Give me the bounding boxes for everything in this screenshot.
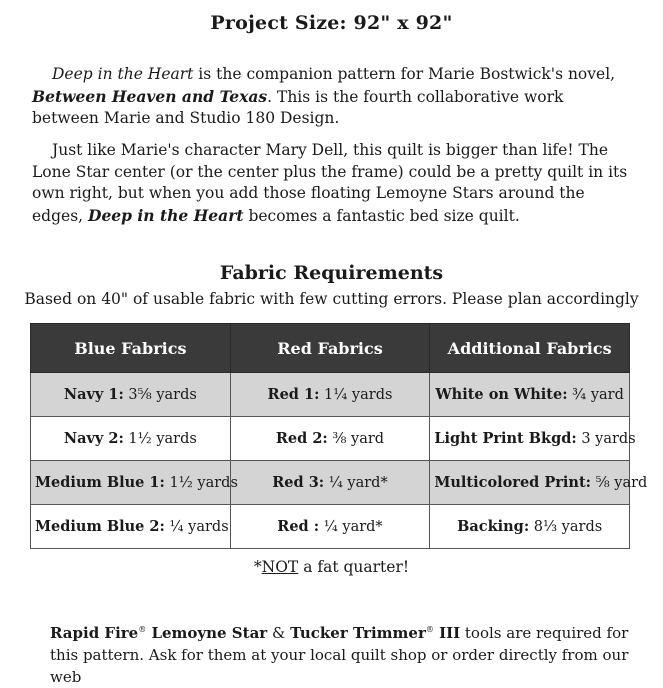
intro-paragraph-1: [32, 64, 632, 130]
cell-label: Red 2:: [275, 430, 328, 447]
intro-text: becomes a fantastic bed size quilt.: [243, 206, 520, 225]
table-header-row: [31, 324, 630, 373]
fabric-requirements-table: [30, 323, 648, 549]
intro-text: . This is the fourth collaborative work between Marie and Studio 180 Design.: [32, 87, 564, 127]
project-size-heading: Project Size: 92" x 92": [210, 12, 453, 34]
table-row: [31, 461, 630, 505]
cell-value: ¼ yard*: [319, 519, 383, 535]
novel-title: Between Heaven and Texas: [32, 86, 268, 106]
cell-value: 8⅓ yards: [529, 519, 603, 535]
cell-label: Light Print Bkgd:: [434, 430, 577, 447]
table-cell: [430, 461, 648, 505]
cell-value: ¼ yards: [164, 519, 229, 535]
cell-value: 1¼ yards: [319, 387, 393, 403]
cell-value: 3 yards: [576, 431, 636, 447]
intro-text: Just like Marie's character Mary Dell, this quilt is bigger than life! The Lone Star center (or the center plus the frame) could be a pretty quilt in its own right, but when you add those floating Lemoyne Stars around the edges,: [32, 141, 628, 225]
cell-label: Red :: [277, 518, 320, 535]
cell-value: ⅝ yard: [591, 475, 648, 491]
table-cell: [430, 505, 630, 549]
tool-name-tucker-trimmer: Tucker Trimmer: [290, 624, 426, 642]
cell-label: Navy 2:: [63, 430, 124, 447]
pattern-title: Deep in the Heart: [52, 65, 194, 83]
cell-label: Medium Blue 2:: [35, 518, 165, 535]
table-cell: [430, 373, 630, 417]
registered-mark: ®: [425, 625, 434, 634]
note-text: a fat quarter!: [298, 558, 410, 576]
cell-value: ⅜ yard: [327, 431, 385, 447]
intro-text: is the companion pattern for Marie Bostwick's novel,: [193, 65, 616, 83]
tools-required-paragraph: [50, 619, 630, 688]
table-cell: [230, 373, 430, 417]
registered-mark: ®: [138, 625, 147, 634]
header-additional-fabrics: Additional Fabrics: [430, 324, 630, 373]
table-cell: [31, 373, 231, 417]
cell-value: ¾ yard: [567, 387, 624, 403]
fabric-requirements-subtitle: Based on 40" of usable fabric with few cutting errors. Please plan accordingly: [24, 290, 639, 308]
tools-text: tools are required for this pattern. Ask for them at your local quilt shop or order directly from our web: [50, 624, 629, 686]
table-cell: [31, 417, 231, 461]
cell-value: 1½ yards: [123, 431, 197, 447]
table-cell: [230, 417, 430, 461]
cell-label: Red 1:: [267, 386, 320, 403]
note-not: NOT: [261, 558, 299, 576]
tool-name-version: III: [433, 624, 461, 642]
cell-label: Red 3:: [272, 474, 325, 491]
ampersand: &: [267, 624, 291, 642]
table-cell: [230, 461, 430, 505]
cell-label: Multicolored Print:: [434, 474, 591, 491]
cell-value: 1½ yards: [164, 475, 238, 491]
header-blue-fabrics: Blue Fabrics: [31, 324, 231, 373]
fat-quarter-note: [0, 558, 663, 576]
table-cell: [230, 505, 430, 549]
table-row: [31, 505, 630, 549]
cell-label: Backing:: [457, 518, 530, 535]
tool-name-lemoyne-star: Lemoyne Star: [146, 624, 268, 642]
table-row: [31, 373, 630, 417]
header-red-fabrics: Red Fabrics: [230, 324, 430, 373]
tool-name-rapid-fire: Rapid Fire: [50, 624, 139, 642]
intro-paragraph-2: [32, 140, 632, 227]
cell-label: Medium Blue 1:: [35, 474, 165, 491]
table-cell: [430, 417, 636, 461]
cell-label: Navy 1:: [63, 386, 124, 403]
table-cell: [31, 461, 238, 505]
table-cell: [31, 505, 231, 549]
cell-value: 3⅝ yards: [123, 387, 197, 403]
cell-value: ¼ yard*: [324, 475, 388, 491]
note-star: *: [253, 558, 262, 576]
cell-label: White on White:: [435, 386, 568, 403]
fabric-requirements-title: Fabric Requirements: [219, 262, 444, 284]
table-row: [31, 417, 630, 461]
pattern-title: Deep in the Heart: [88, 205, 244, 225]
